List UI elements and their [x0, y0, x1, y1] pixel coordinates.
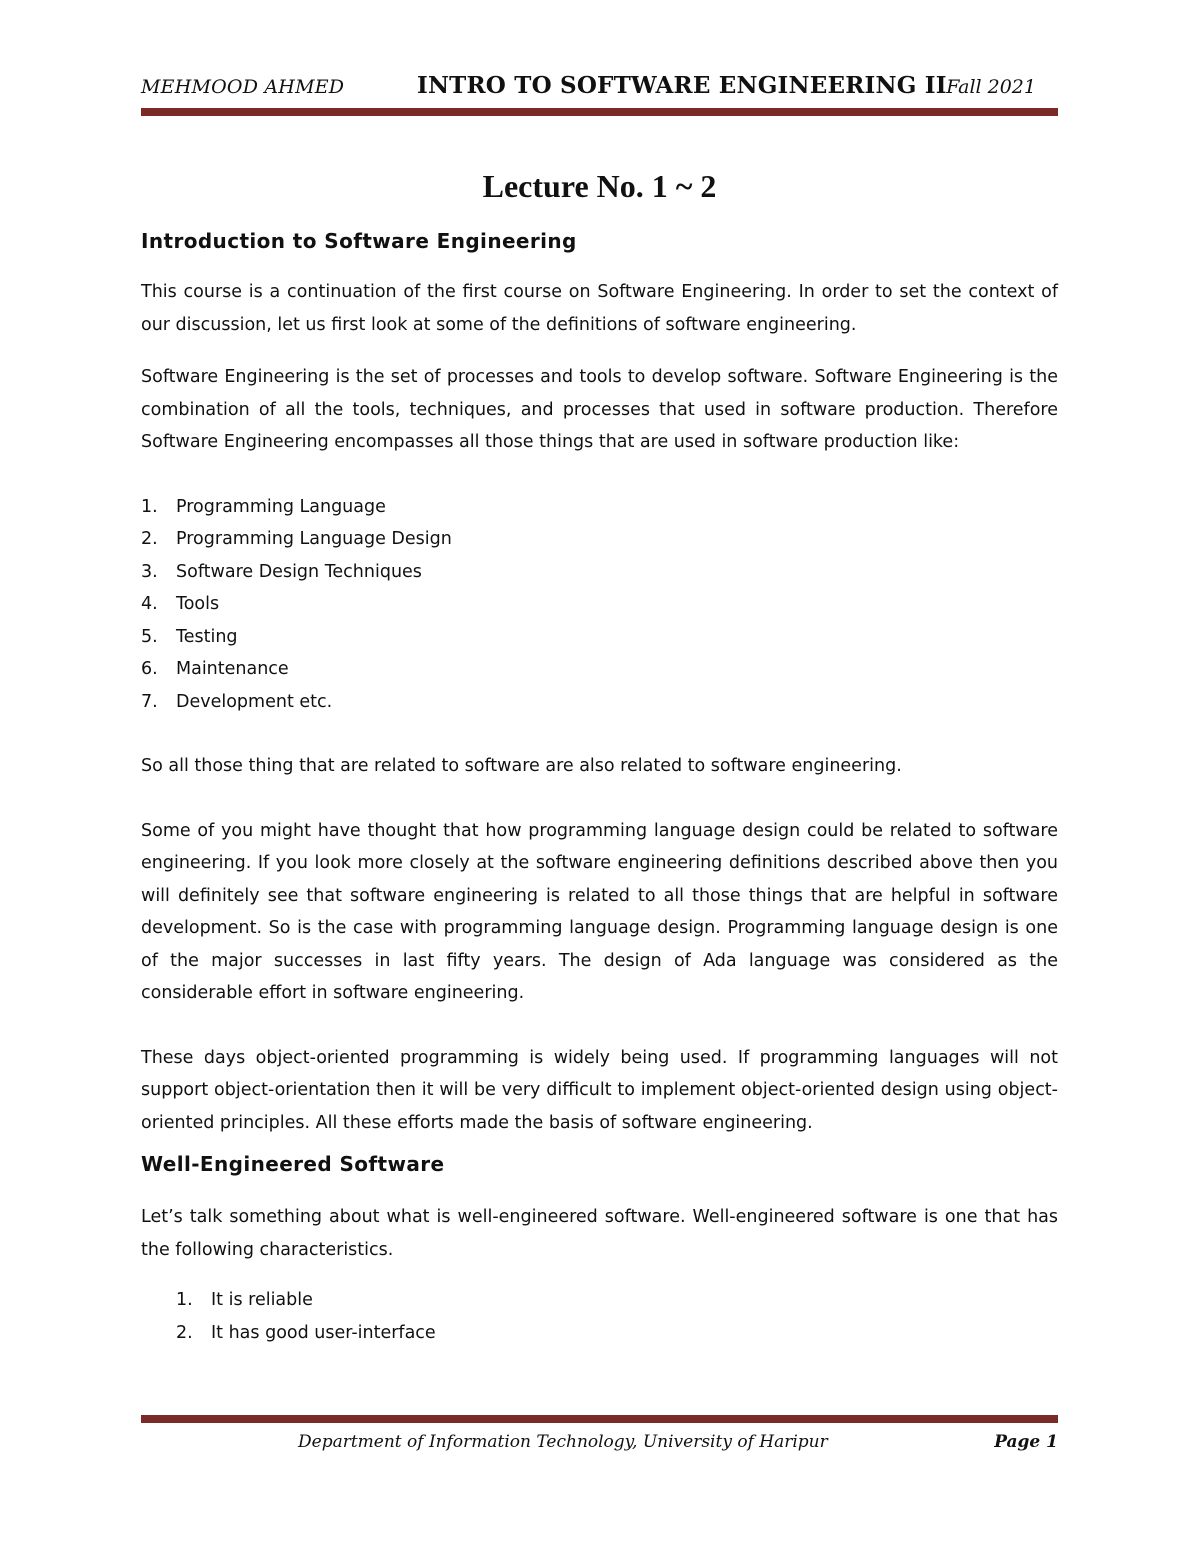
list-item: 2. It has good user-interface — [176, 1322, 436, 1343]
page-footer — [141, 1432, 1058, 1458]
list-item: 1. It is reliable — [176, 1290, 313, 1310]
list-item: 3. Software Design Techniques — [141, 561, 422, 582]
lecture-title: Lecture No. 1 ~ 2 — [482, 168, 717, 204]
paragraph-intro: This course is a continuation of the first course on Software Engineering. In order to set the context of our discussion, let us first look at some of the definitions of software engineering. — [141, 282, 1058, 335]
paragraph-language-design: Some of you might have thought that how programming language design could be related to software engineering. If you look more closely at the software engineering definitions described above then you will definitely see that software engineering is related to all those things that are helpful in software development. So is the case with programming language design. Programming language design is one of the major successes in last fifty years. The design of Ada language was considered as the considerable effort in software engineering. — [141, 820, 1058, 1003]
paragraph-related: So all those thing that are related to software are also related to software engineering. — [141, 756, 902, 776]
list-item: 5. Testing — [141, 626, 238, 647]
header-course-title: INTRO TO SOFTWARE ENGINEERING II — [417, 72, 947, 99]
paragraph-well-engineered: Let’s talk something about what is well-engineered software. Well-engineered software is one that has the following characteristics. — [141, 1207, 1058, 1260]
list-item: 4. Tools — [141, 594, 220, 614]
document-body — [141, 226, 1058, 1349]
header-rule — [141, 108, 1058, 116]
software-engineering-list — [141, 491, 1058, 719]
footer-page-number: Page 1 — [994, 1432, 1058, 1452]
header-author: MEHMOOD AHMED — [141, 76, 345, 98]
paragraph-object-oriented: These days object-oriented programming is widely being used. If programming languages will not support object-orientation then it will be very difficult to implement object-oriented design using object-oriented principles. All these efforts made the basis of software engineering. — [141, 1047, 1058, 1133]
section-heading-well-engineered: Well-Engineered Software — [141, 1152, 445, 1176]
list-item: 2. Programming Language Design — [141, 529, 452, 549]
list-item: 7. Development etc. — [141, 691, 333, 712]
header-term: Fall 2021 — [946, 76, 1036, 98]
footer-rule — [141, 1415, 1058, 1423]
footer-department: Department of Information Technology, University of Haripur — [298, 1432, 828, 1452]
list-item: 6. Maintenance — [141, 659, 289, 679]
list-item: 1. Programming Language — [141, 496, 386, 517]
page-header — [141, 72, 1058, 106]
paragraph-definition: Software Engineering is the set of processes and tools to develop software. Software Engineering is the combination of all the tools, techniques, and processes that used in software production. Therefore Software Engineering encompasses all those things that are used in software production like: — [141, 367, 1058, 452]
section-heading-introduction: Introduction to Software Engineering — [141, 229, 577, 253]
characteristics-list — [141, 1284, 1058, 1349]
